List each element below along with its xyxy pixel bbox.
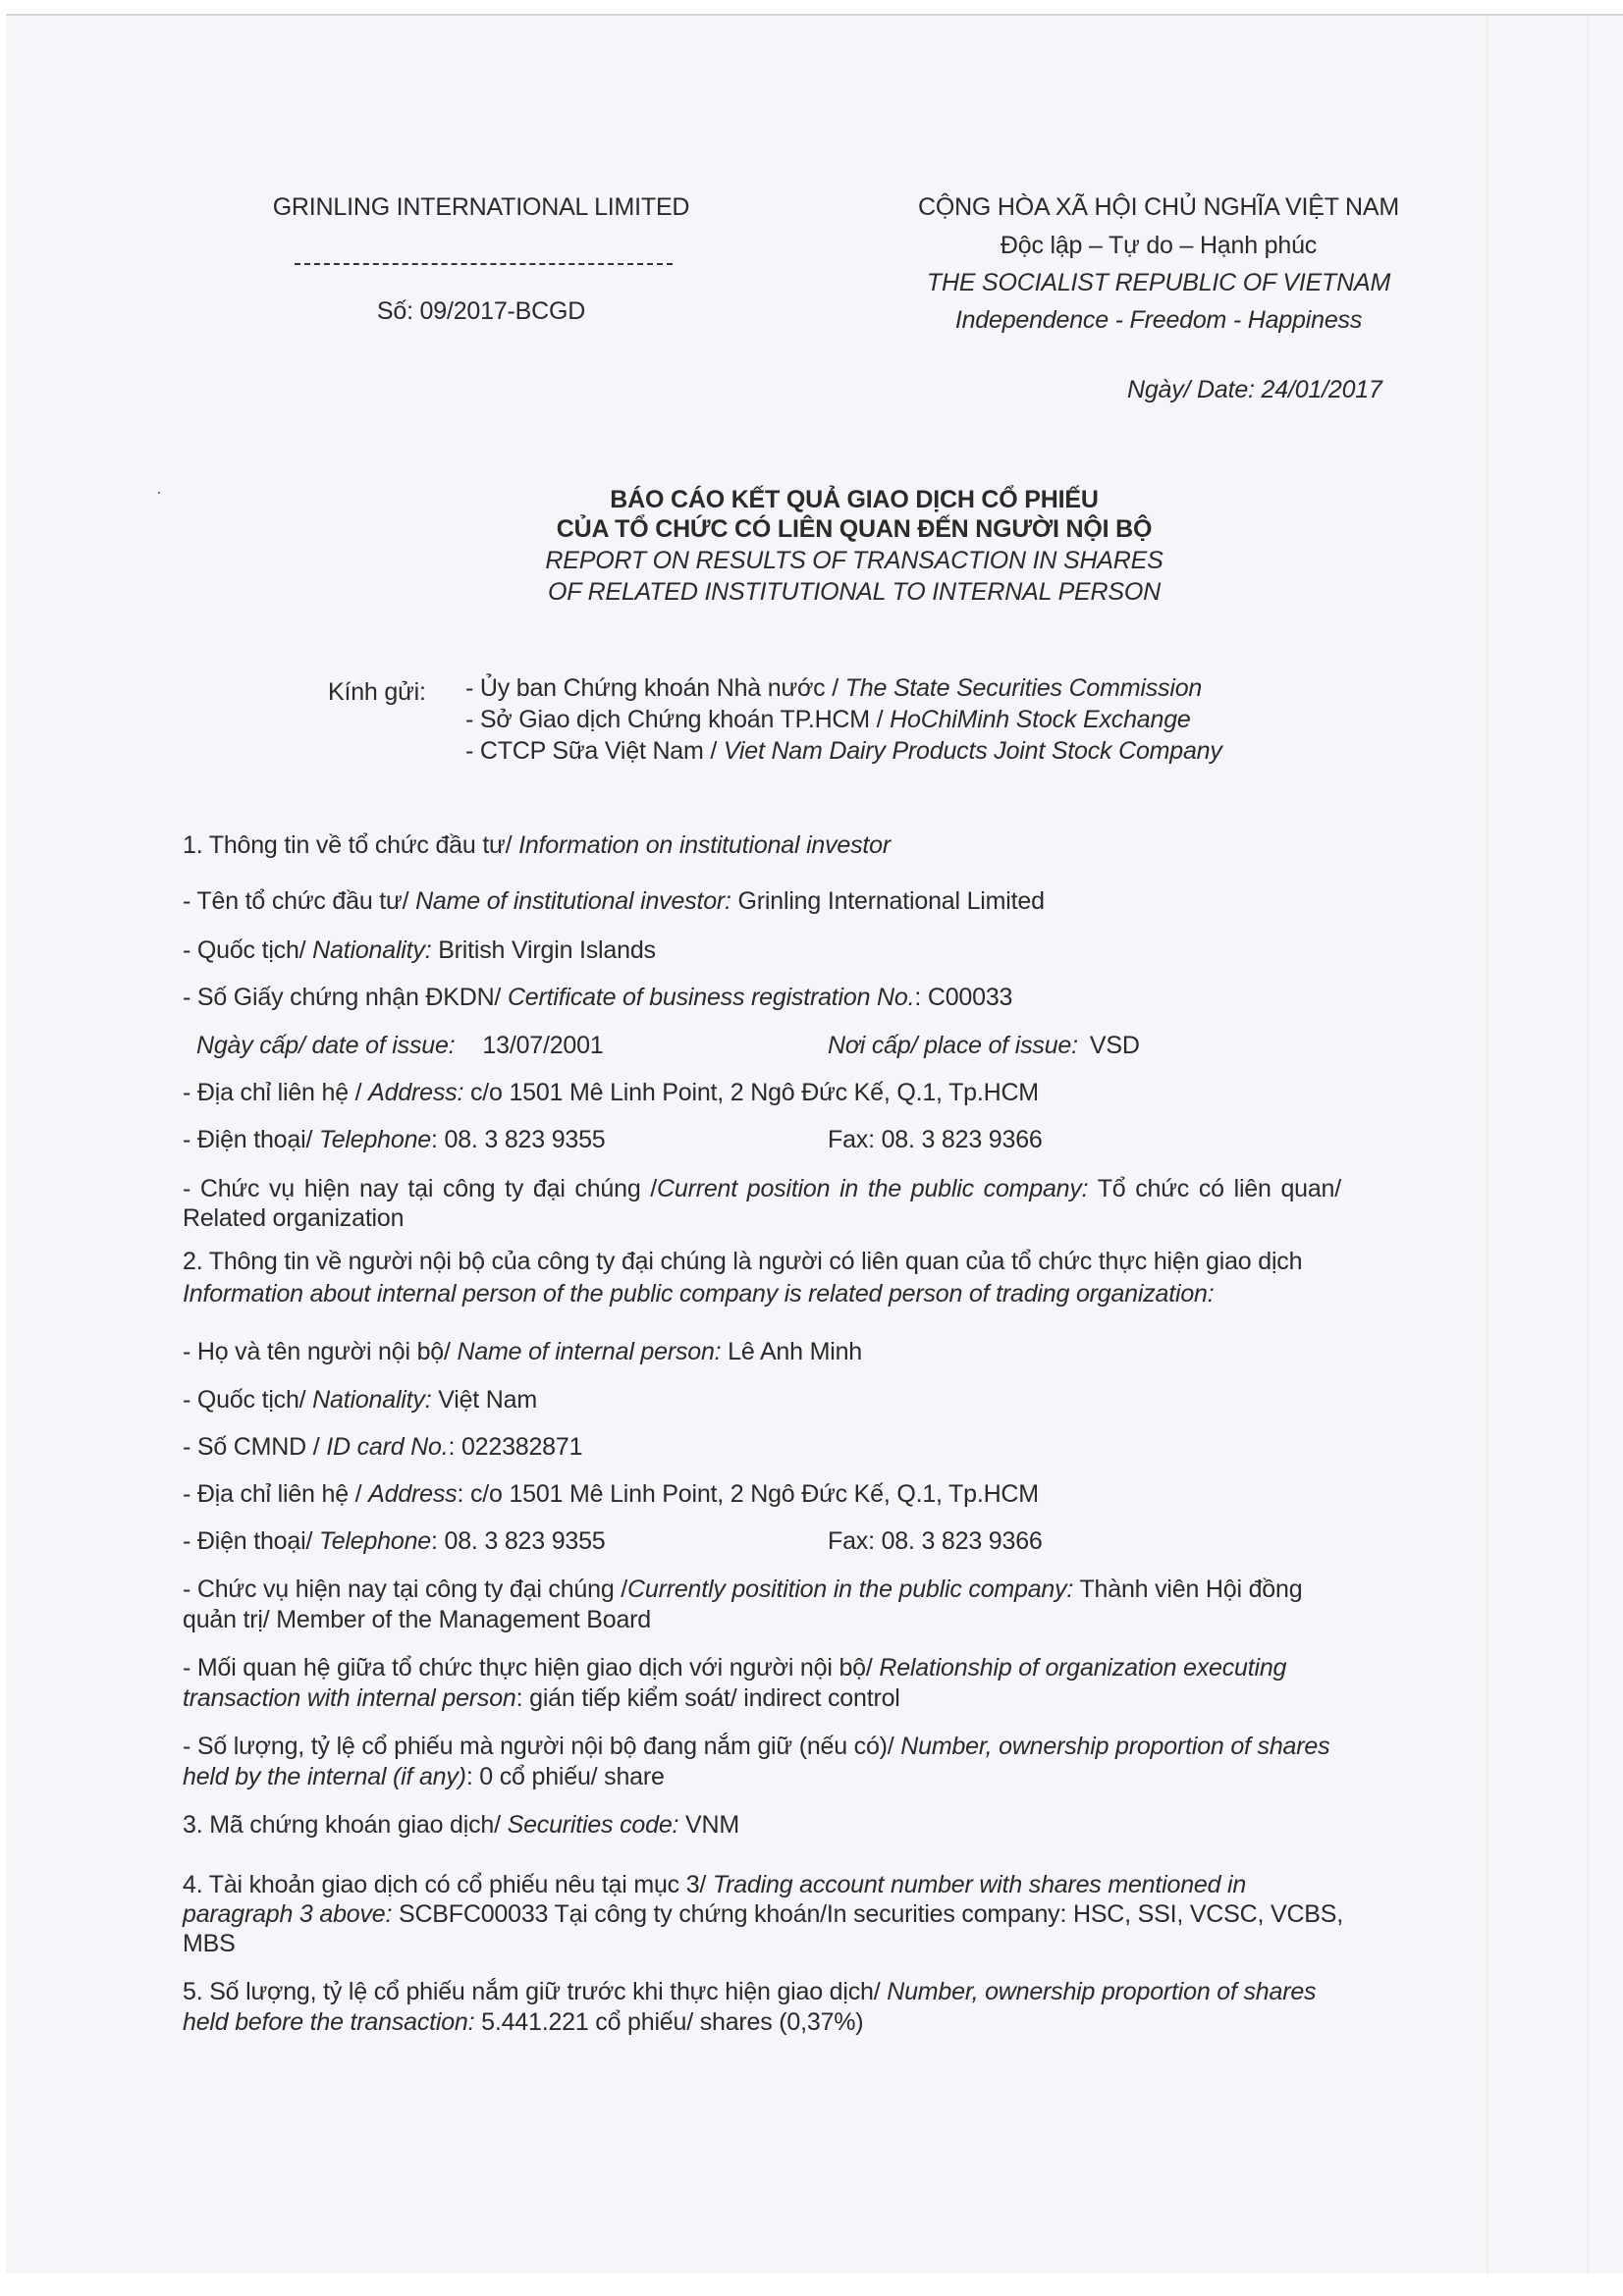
divider [295, 263, 673, 265]
internal-person-fax: Fax: 08. 3 823 9366 [828, 1527, 1043, 1555]
trading-account: 4. Tài khoản giao dịch có cổ phiếu nêu tại mục 3/ Trading account number with shares mentioned in [183, 1871, 1247, 1898]
recipient-item: - Ủy ban Chứng khoán Nhà nước / The State Securities Commission [465, 674, 1203, 702]
shares-before-transaction: 5. Số lượng, tỷ lệ cổ phiếu nắm giữ trước khi thực hiện giao dịch/ Number, ownership proportion of shares [183, 1978, 1317, 2005]
investor-nationality: - Quốc tịch/ Nationality: British Virgin Islands [183, 936, 656, 964]
scan-fold-line [1487, 16, 1488, 2273]
section2-heading-en: Information about internal person of the public company is related person of trading organization: [183, 1280, 1215, 1308]
document-number: Số: 09/2017-BCGD [376, 297, 586, 325]
investor-address: - Địa chỉ liên hệ / Address: c/o 1501 Mê Linh Point, 2 Ngô Đức Kế, Q.1, Tp.HCM [183, 1079, 1039, 1106]
motto-vn: Độc lập – Tự do – Hạnh phúc [1000, 232, 1318, 259]
investor-telephone: - Điện thoại/ Telephone: 08. 3 823 9355 [183, 1126, 606, 1153]
title-en-line1: REPORT ON RESULTS OF TRANSACTION IN SHARES [545, 547, 1163, 574]
investor-position: - Chức vụ hiện nay tại công ty đại chúng /Current position in the public company: Tổ chức có liên quan/ [183, 1175, 1342, 1202]
country-name-en: THE SOCIALIST REPUBLIC OF VIETNAM [926, 269, 1391, 296]
recipient-item: - CTCP Sữa Việt Nam / Viet Nam Dairy Products Joint Stock Company [465, 737, 1222, 765]
trading-account-cont2: MBS [183, 1930, 236, 1957]
relationship: - Mối quan hệ giữa tổ chức thực hiện giao dịch với người nội bộ/ Relationship of organization executing [183, 1654, 1287, 1682]
internal-person-id: - Số CMND / ID card No.: 022382871 [183, 1433, 583, 1461]
section1-heading: 1. Thông tin về tổ chức đầu tư/ Information on institutional investor [183, 831, 892, 859]
internal-shares-held-cont: held by the internal (if any): 0 cổ phiếu/ share [183, 1763, 665, 1790]
internal-person-name: - Họ và tên người nội bộ/ Name of internal person: Lê Anh Minh [183, 1338, 862, 1365]
document-date: Ngày/ Date: 24/01/2017 [1127, 376, 1382, 403]
title-en-line2: OF RELATED INSTITUTIONAL TO INTERNAL PERSON [548, 578, 1161, 606]
shares-before-transaction-cont: held before the transaction: 5.441.221 cổ phiếu/ shares (0,37%) [183, 2008, 864, 2036]
trading-account-cont: paragraph 3 above: SCBFC00033 Tại công ty chứng khoán/In securities company: HSC, SSI, VCSC, VCBS, [183, 1900, 1344, 1928]
internal-person-position-cont: quản trị/ Member of the Management Board [183, 1606, 651, 1633]
title-vn-line1: BÁO CÁO KẾT QUẢ GIAO DỊCH CỔ PHIẾU [610, 486, 1099, 513]
scan-fold-line [1587, 16, 1589, 2273]
section2-heading: 2. Thông tin về người nội bộ của công ty đại chúng là người có liên quan của tổ chức thực hiện giao dịch [183, 1248, 1303, 1275]
recipients-label: Kính gửi: [328, 678, 426, 706]
country-name-vn: CỘNG HÒA XÃ HỘI CHỦ NGHĨA VIỆT NAM [917, 193, 1400, 221]
investor-name: - Tên tổ chức đầu tư/ Name of institutional investor: Grinling International Limited [183, 887, 1045, 915]
issue-date: Ngày cấp/ date of issue: 13/07/2001 [196, 1032, 604, 1059]
internal-shares-held: - Số lượng, tỷ lệ cổ phiếu mà người nội bộ đang nắm giữ (nếu có)/ Number, ownership proportion of shares [183, 1733, 1330, 1760]
title-vn-line2: CỦA TỔ CHỨC CÓ LIÊN QUAN ĐẾN NGƯỜI NỘI BỘ [556, 515, 1153, 543]
motto-en: Independence - Freedom - Happiness [954, 306, 1363, 334]
internal-person-position: - Chức vụ hiện nay tại công ty đại chúng /Currently positition in the public company: Thành viên Hội đồng [183, 1575, 1303, 1603]
investor-certificate: - Số Giấy chứng nhận ĐKDN/ Certificate of business registration No.: C00033 [183, 984, 1013, 1011]
relationship-cont: transaction with internal person: gián tiếp kiểm soát/ indirect control [183, 1684, 900, 1712]
investor-position-cont: Related organization [183, 1204, 405, 1232]
company-name: GRINLING INTERNATIONAL LIMITED [272, 193, 690, 221]
internal-person-address: - Địa chỉ liên hệ / Address: c/o 1501 Mê Linh Point, 2 Ngô Đức Kế, Q.1, Tp.HCM [183, 1480, 1039, 1508]
issue-place: Nơi cấp/ place of issue: VSD [828, 1032, 1140, 1059]
investor-fax: Fax: 08. 3 823 9366 [828, 1126, 1043, 1153]
recipient-item: - Sở Giao dịch Chứng khoán TP.HCM / HoChiMinh Stock Exchange [465, 706, 1191, 733]
scan-speck [158, 492, 160, 494]
internal-person-telephone: - Điện thoại/ Telephone: 08. 3 823 9355 [183, 1527, 606, 1555]
securities-code: 3. Mã chứng khoán giao dịch/ Securities code: VNM [183, 1811, 739, 1839]
internal-person-nationality: - Quốc tịch/ Nationality: Việt Nam [183, 1386, 537, 1414]
